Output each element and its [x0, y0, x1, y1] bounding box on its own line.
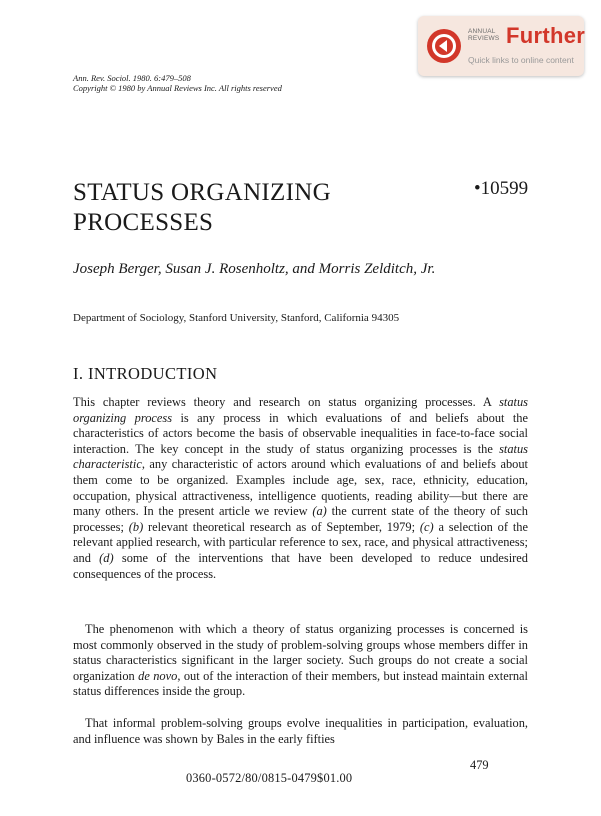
article-title: STATUS ORGANIZING PROCESSES — [73, 179, 331, 236]
citation-copyright: Copyright © 1980 by Annual Reviews Inc. All rights reserved — [73, 83, 282, 93]
further-subtitle: Quick links to online content — [468, 55, 574, 65]
paragraph-3 — [73, 716, 528, 747]
further-label: Further — [506, 23, 586, 48]
text: relevant theoretical research as of September, 1979; — [143, 519, 420, 534]
text: some of the interventions that have been developed to reduce undesired consequences of the process. — [73, 550, 528, 581]
citation — [73, 73, 282, 93]
text: , any characteristic of actors around which evaluations of and beliefs about them come to be organized. Examples include age, sex, race, ethnicity, education, occupation, physical attractiveness, intelligence quotients, reading ability—but there are many others. In the present article we review — [73, 457, 528, 519]
term-de-novo: de novo — [138, 668, 178, 683]
citation-journal: Ann. Rev. Sociol. 1980. 6:479–508 — [73, 73, 191, 83]
paragraph-2 — [73, 622, 528, 700]
authors: Joseph Berger, Susan J. Rosenholtz, and Morris Zelditch, Jr. — [73, 261, 436, 277]
text: The phenomenon with which a theory of status organizing processes is concerned is most commonly observed in the study of problem-solving groups whose members differ in status characteristics significant in the larger society. Such groups do not create a social organization — [73, 622, 528, 683]
enum-c: (c) — [419, 519, 434, 534]
text: This chapter reviews theory and research on status organizing processes. A — [73, 395, 500, 409]
text: a selection of the relevant applied research, with particular reference to sex, race, and physical attractiveness; and — [73, 519, 528, 565]
enum-a: (a) — [312, 504, 327, 519]
paragraph-1 — [73, 395, 528, 582]
further-badge[interactable] — [418, 16, 584, 76]
manuscript-number: •10599 — [474, 178, 529, 199]
text: the current state of the theory of such processes; — [73, 504, 528, 534]
enum-d: (d) — [99, 550, 114, 565]
text: , out of the interaction of their members, but instead maintain external status differences inside the group. — [73, 668, 528, 699]
term-status-characteristic: status characteristic — [73, 441, 528, 472]
enum-b: (b) — [128, 519, 144, 534]
section-heading: I. INTRODUCTION — [73, 364, 218, 383]
page-number: 479 — [470, 758, 489, 772]
term-status-organizing-process: status organizing process — [73, 395, 528, 425]
affiliation: Department of Sociology, Stanford University, Stanford, California 94305 — [73, 312, 400, 324]
annual-reviews-play-icon — [426, 28, 462, 64]
issn-code: 0360-0572/80/0815-0479$01.00 — [186, 771, 353, 785]
annual-reviews-wordmark: ANNUAL REVIEWS — [468, 28, 500, 42]
text: That informal problem-solving groups evolve inequalities in participation, evaluation, and influence was shown by Bales in the early fifties — [73, 716, 528, 746]
text: is any process in which evaluations of and beliefs about the characteristics of actors become the basis of observable inequalities in face-to-face social interaction. The key concept in the study of status organizing processes is the — [73, 410, 528, 456]
